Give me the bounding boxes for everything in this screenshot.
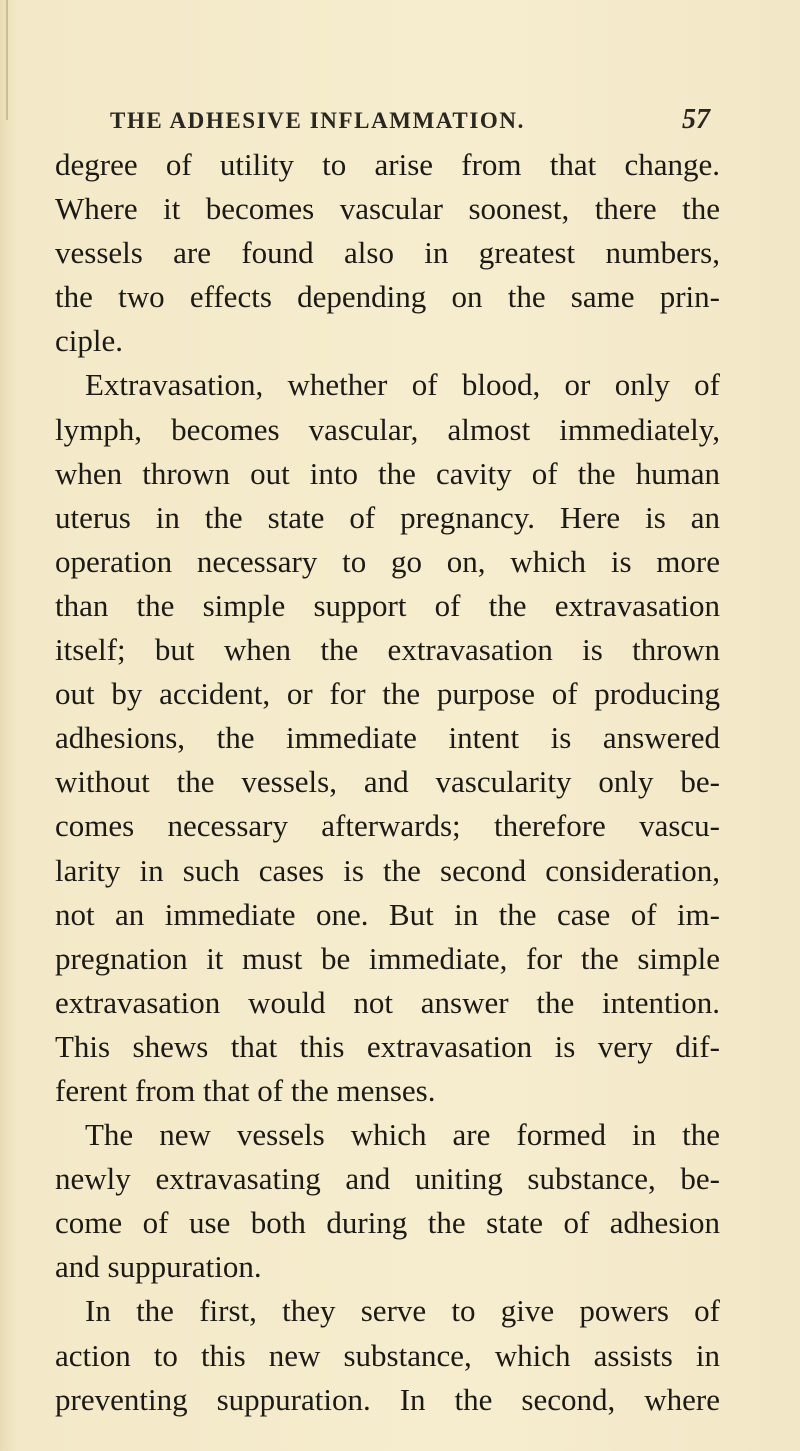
text-line: newly extravasating and uniting substance, be- (55, 1161, 720, 1197)
text-line: action to this new substance, which assists in (55, 1337, 720, 1373)
gutter-line (6, 0, 8, 120)
text-line: extravasation would not answer the intention. (55, 984, 720, 1020)
text-line: out by accident, or for the purpose of producing (55, 676, 720, 712)
running-head: THE ADHESIVE INFLAMMATION. (110, 108, 525, 133)
text-line: degree of utility to arise from that change. (55, 147, 720, 182)
text-line: preventing suppuration. In the second, where (55, 1381, 720, 1417)
paragraph-start-line: The new vessels which are formed in the (85, 1117, 720, 1153)
text-line: the two effects depending on the same prin- (55, 279, 720, 315)
text-line: and suppuration. (55, 1249, 262, 1285)
text-line: larity in such cases is the second consideration, (55, 852, 720, 888)
text-line: without the vessels, and vascularity only be- (55, 764, 720, 800)
text-line: itself; but when the extravasation is thrown (55, 632, 720, 668)
text-line: come of use both during the state of adhesion (55, 1205, 720, 1241)
text-line: than the simple support of the extravasation (55, 587, 720, 623)
text-line: vessels are found also in greatest numbers, (55, 235, 720, 271)
text-line: operation necessary to go on, which is more (55, 543, 720, 579)
page-header (110, 104, 710, 138)
paragraph-start-line: Extravasation, whether of blood, or only of (85, 367, 720, 403)
page-number: 57 (682, 104, 710, 135)
text-line: not an immediate one. But in the case of im- (55, 896, 720, 932)
text-line: when thrown out into the cavity of the human (55, 455, 720, 491)
text-line: lymph, becomes vascular, almost immediately, (55, 411, 720, 447)
text-line: pregnation it must be immediate, for the simple (55, 940, 720, 976)
text-line: uterus in the state of pregnancy. Here is an (55, 499, 720, 535)
text-line: Where it becomes vascular soonest, there the (55, 191, 720, 227)
body-text (55, 143, 720, 1422)
text-line: ferent from that of the menses. (55, 1072, 436, 1108)
text-line: adhesions, the immediate intent is answered (55, 720, 720, 756)
paragraph-start-line: In the first, they serve to give powers of (85, 1293, 720, 1329)
text-line: comes necessary afterwards; therefore vascu- (55, 808, 720, 844)
text-line: This shews that this extravasation is very dif- (55, 1028, 720, 1064)
text-line: ciple. (55, 323, 123, 359)
